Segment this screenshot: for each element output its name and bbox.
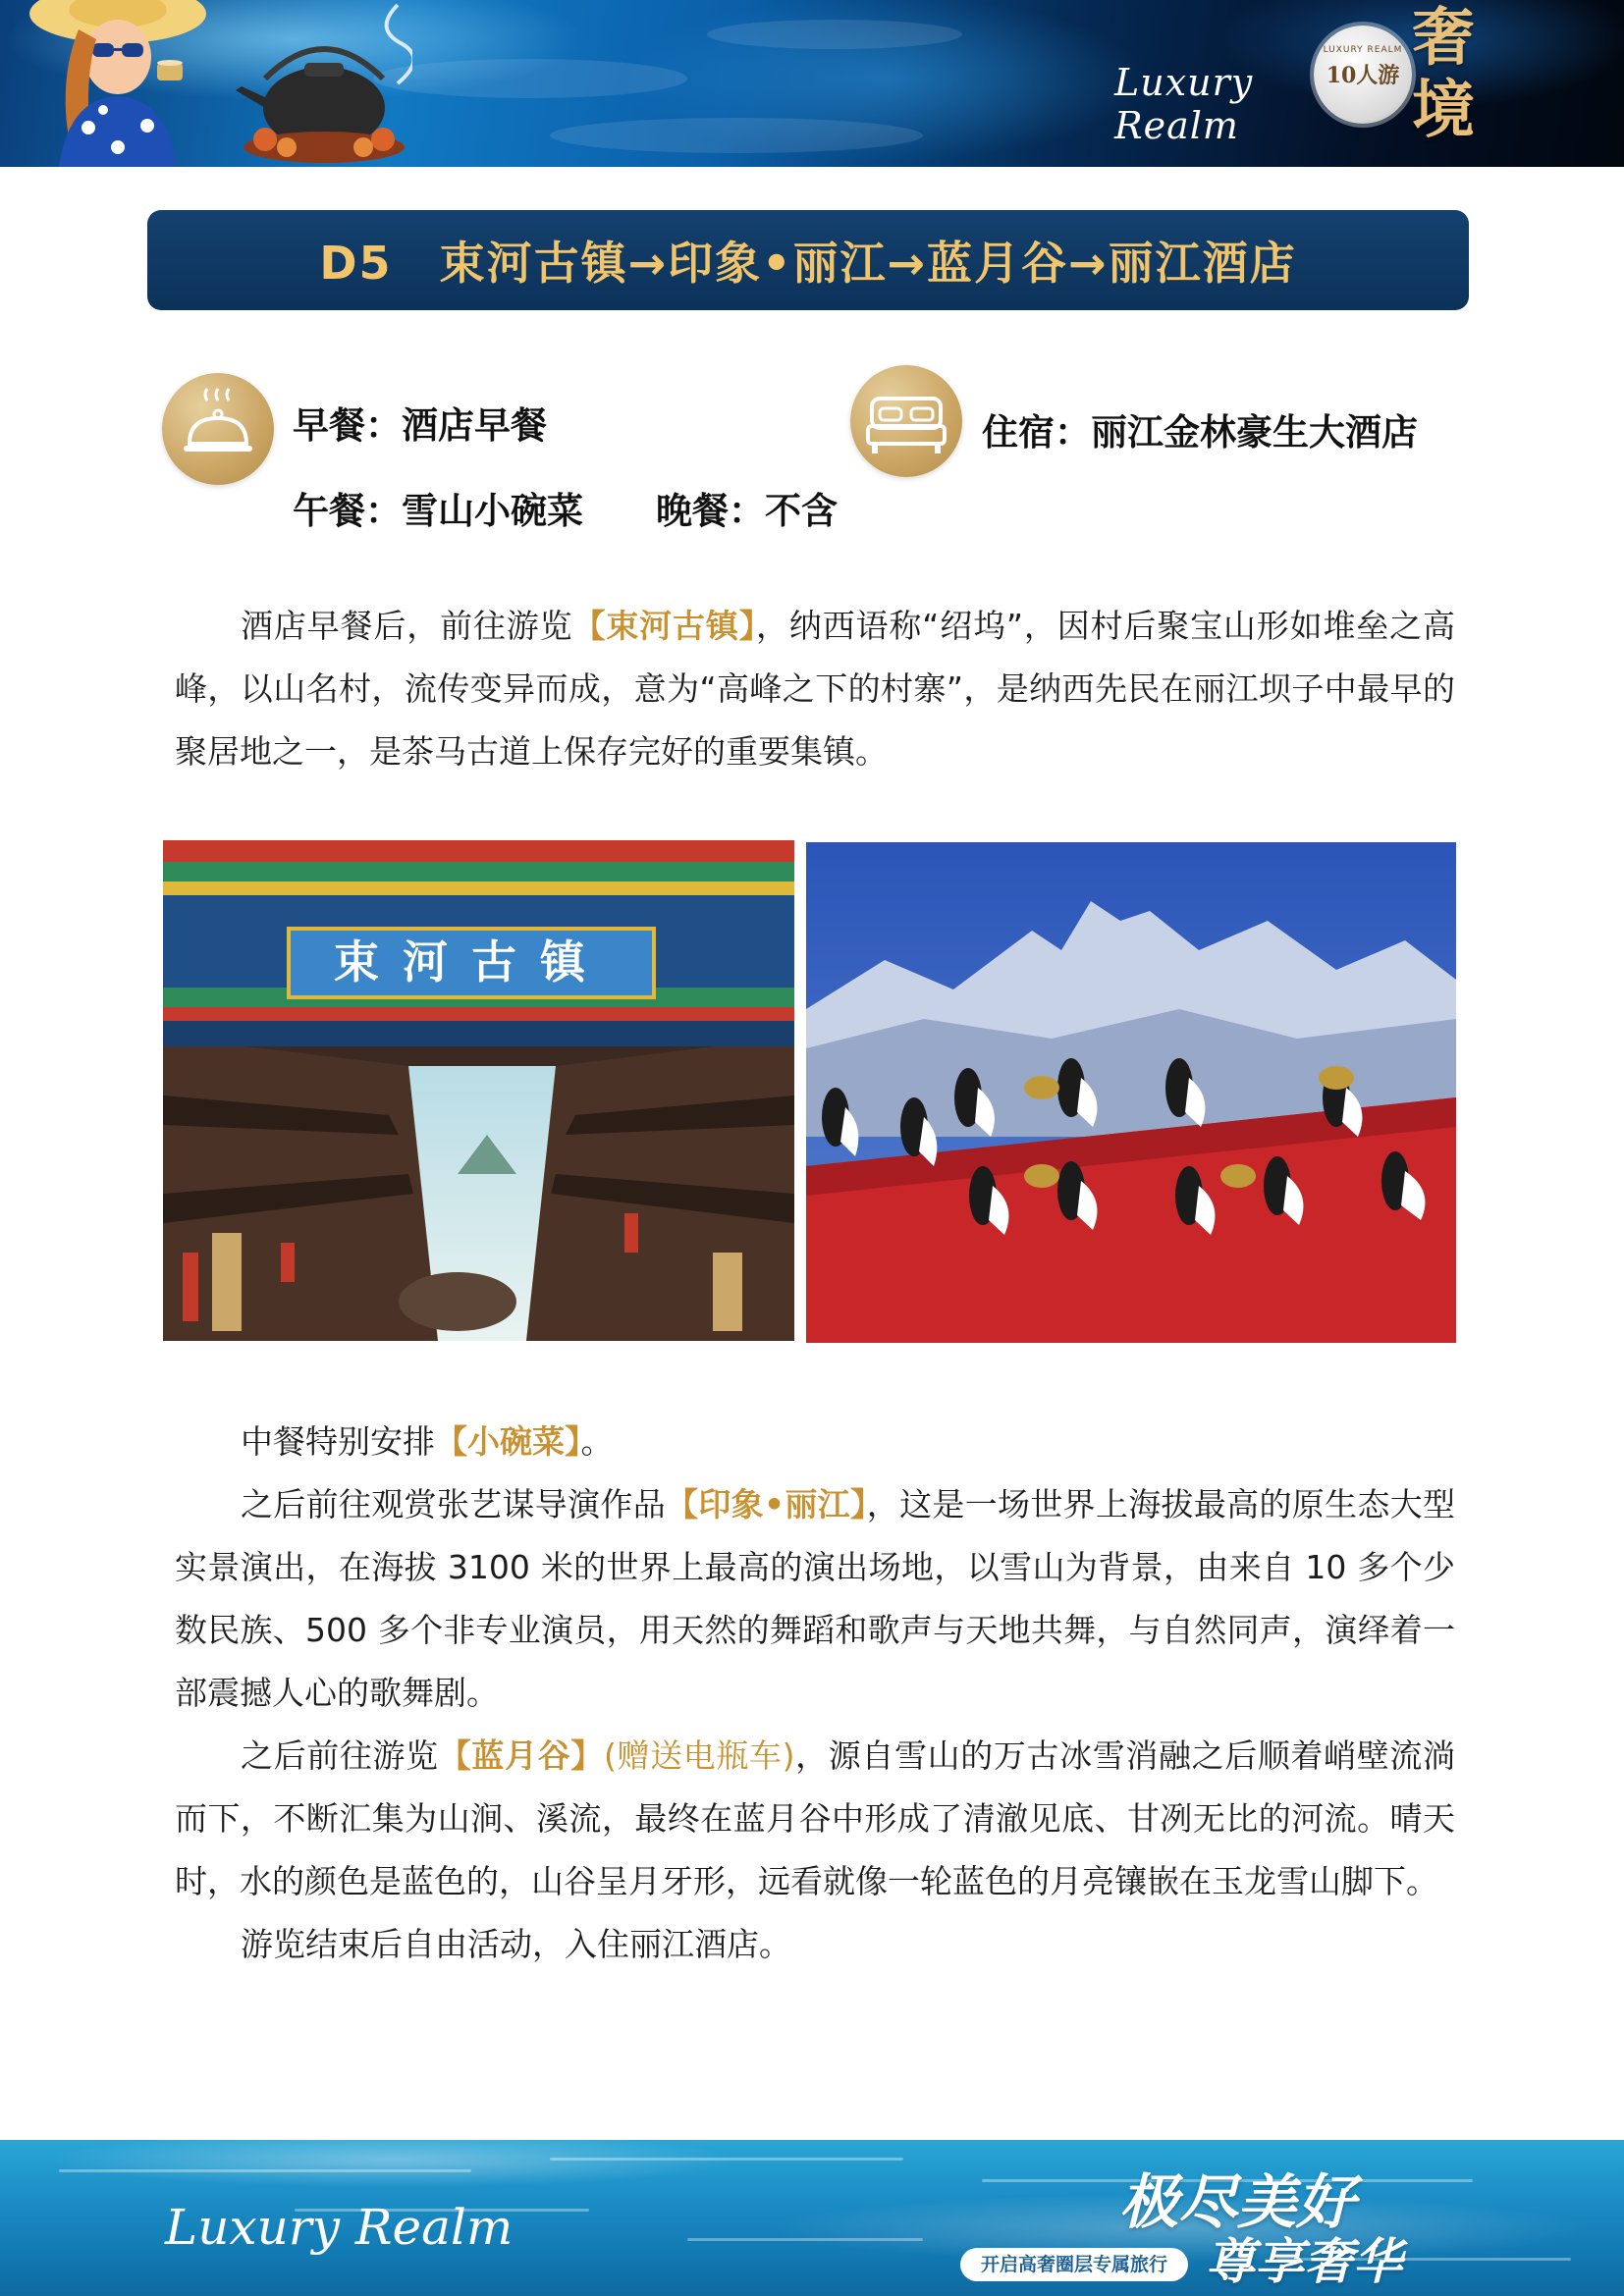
- shuhe-highlight: 【束河古镇】: [572, 607, 757, 645]
- footer-banner: [0, 2140, 1624, 2296]
- header-banner: [0, 0, 1624, 167]
- lodging-info: 住宿：丽江金林豪生大酒店: [982, 411, 1418, 454]
- impression-highlight: 【印象•丽江】: [666, 1485, 867, 1523]
- free-shuttle-note: (赠送电瓶车): [603, 1736, 795, 1775]
- seal-top-text: LUXURY REALM: [1323, 45, 1403, 55]
- impression-lijiang-photo: [806, 842, 1456, 1343]
- day-title: D5 束河古镇→印象•丽江→蓝月谷→丽江酒店: [319, 237, 1297, 290]
- shuhe-ancient-town-photo: [163, 840, 794, 1341]
- seal-main-text: 10人游: [1326, 63, 1400, 88]
- day-title-bar: [147, 210, 1469, 310]
- breakfast-info: 早餐：酒店早餐: [293, 404, 547, 447]
- header-logo-text: Luxury Realm: [1114, 61, 1254, 147]
- xiaowancai-highlight: 【小碗菜】: [435, 1422, 581, 1461]
- intro-text-post: ，纳西语称“绍坞”，因村后聚宝山形如堆垒之高峰，以山名村，流传变异而成，意为“高峰之下的村寨”，是纳西先民在丽江坝子中最早的聚居地之一，是茶马古道上保存完好的重要集镇。: [175, 607, 1456, 771]
- footer-calligraphy-line1: 极尽美好: [1119, 2168, 1355, 2237]
- impression-text-post: ，这是一场世界上海拔最高的原生态大型实景演出，在海拔 3100 米的世界上最高的演出场地，以雪山为背景，由来自 10 多个少数民族、500 多个非专业演员，用天然的舞蹈和歌声与天地共舞，与自然同声，演绎着一部震撼人心的歌舞剧。: [175, 1485, 1456, 1712]
- cloche-icon: [162, 373, 274, 485]
- brand-name-calligraphy: 奢境: [1412, 1, 1475, 147]
- closing-paragraph: [175, 1913, 1455, 1976]
- footer-logo-text: Luxury Realm: [165, 2199, 514, 2256]
- lunch-text-post: 。: [580, 1422, 614, 1461]
- closing-text: 游览结束后自由活动，入住丽江酒店。: [241, 1925, 791, 1963]
- woman-with-tea-illustration: [20, 0, 412, 167]
- ten-person-tour-seal: [1314, 26, 1412, 124]
- impression-paragraph: [175, 1473, 1455, 1725]
- lunch-text-pre: 中餐特别安排: [241, 1422, 435, 1461]
- lunch-info: 午餐：雪山小碗菜: [293, 490, 583, 532]
- bed-icon: [850, 365, 962, 477]
- valley-text-pre: 之后前往游览: [241, 1736, 439, 1775]
- footer-calligraphy-line2: 尊享奢华: [1206, 2232, 1402, 2290]
- impression-text-pre: 之后前往观赏张艺谋导演作品: [241, 1485, 667, 1523]
- blue-moon-valley-highlight: 【蓝月谷】: [438, 1736, 604, 1775]
- valley-text-post: ，源自雪山的万古冰雪消融之后顺着峭壁流淌而下，不断汇集为山涧、溪流，最终在蓝月谷中形成了清澈见底、甘冽无比的河流。晴天时，水的颜色是蓝色的，山谷呈月牙形，远看就像一轮蓝色的月亮镶嵌在玉龙雪山脚下。: [175, 1736, 1456, 1900]
- intro-paragraph: [175, 595, 1455, 783]
- intro-text-pre: 酒店早餐后，前往游览: [241, 607, 573, 645]
- footer-slogan: 开启高奢圈层专属旅行: [960, 2248, 1188, 2281]
- lunch-paragraph: [175, 1411, 1455, 1473]
- blue-moon-valley-paragraph: [175, 1725, 1455, 1913]
- gate-sign-text: 束河古镇: [334, 935, 609, 988]
- dinner-info: 晚餐：不含: [656, 490, 838, 532]
